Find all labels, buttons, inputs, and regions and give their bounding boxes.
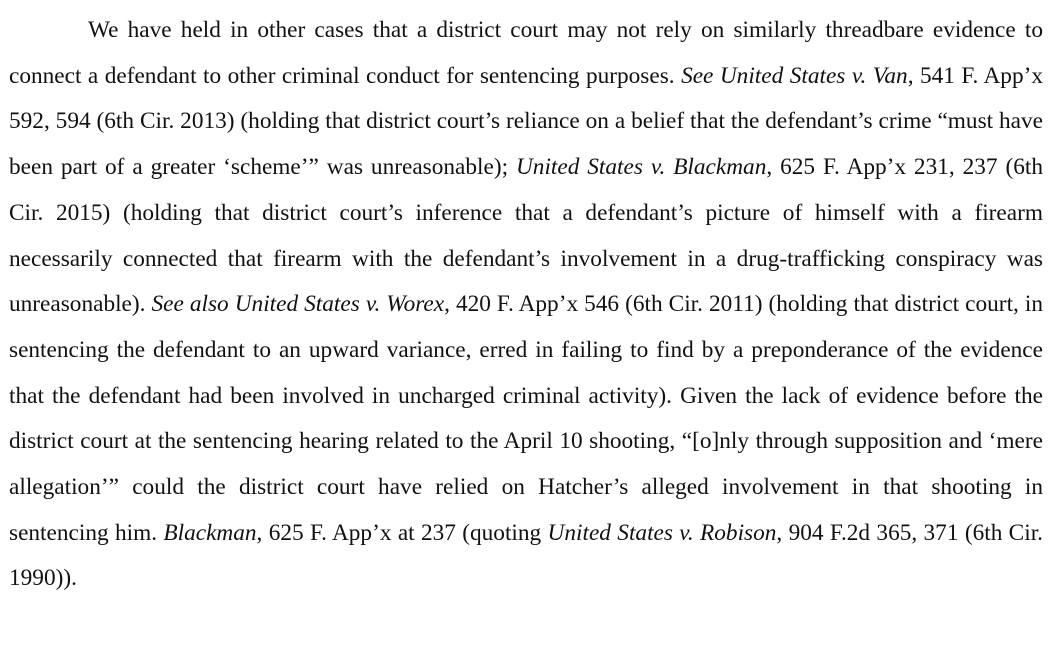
- body-paragraph: [9, 8, 1043, 602]
- text-run: , 625 F. App’x at 237 (quoting: [256, 519, 548, 546]
- text-run: , 625 F. App’x 231, 237 (6th Cir. 2015) (holding that district court’s inference that a defendant’s picture of himself with a firearm necessarily connected that firearm with the defendant’s involvement in a drug-trafficking conspiracy was unreasonable).: [9, 154, 1043, 318]
- text-run: , 420 F. App’x 546 (6th Cir. 2011) (holding that district court, in sentencing the defendant to an upward variance, erred in failing to find by a preponderance of the evidence that the defendant had been involved in uncharged criminal activity). Given the lack of evidence before the district court at the sentencing hearing related to the April 10 shooting, “[o]nly through supposition and ‘mere allegation’” could the district court have relied on Hatcher’s alleged involvement in that shooting in sentencing him.: [9, 291, 1044, 546]
- text-run: , 541 F. App’x 592, 594 (6th Cir. 2013) (holding that district court’s reliance on a belief that the defendant’s crime “must have been part of a greater ‘scheme’” was unreasonable);: [9, 62, 1044, 181]
- case-citation: See also United States v. Worex: [151, 291, 445, 318]
- case-citation: Blackman: [163, 519, 257, 546]
- text-run: We have held in other cases that a district court may not rely on similarly threadbare evidence to connect a defendant to other criminal conduct for sentencing purposes.: [9, 17, 1043, 89]
- case-citation: See United States v. Van: [681, 62, 908, 89]
- case-citation: United States v. Robison: [547, 519, 777, 546]
- text-run: , 904 F.2d 365, 371 (6th Cir. 1990)).: [9, 519, 1043, 592]
- case-citation: United States v. Blackman: [515, 154, 767, 181]
